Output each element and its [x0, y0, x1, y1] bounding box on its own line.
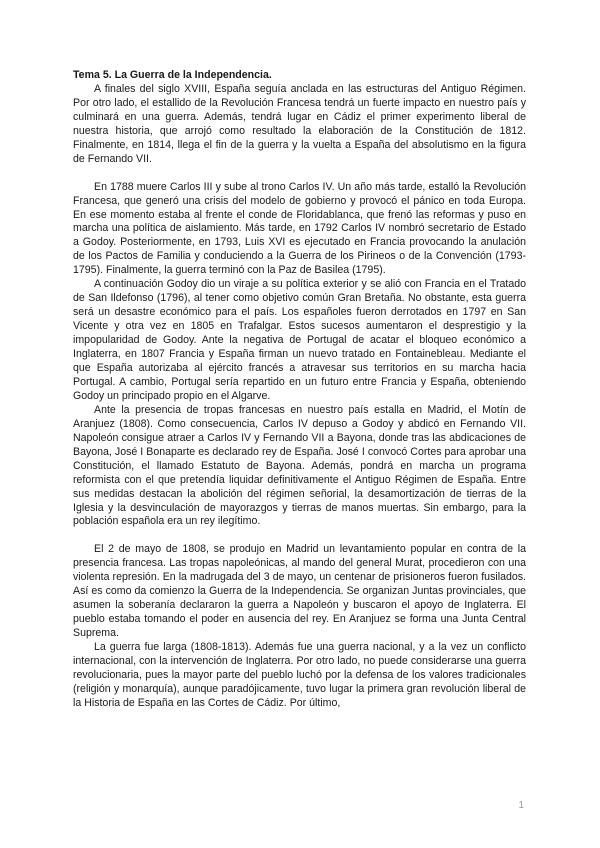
document-body: [73, 69, 526, 711]
paragraph-godoy: A continuación Godoy dio un viraje a su política exterior y se alió con Francia en el Tratado de San Ildefonso (1796), al tener como objetivo común Gran Bretaña. No obstante, esta guerra será un desastre económico para el país. Los españoles fueron derrotados en 1797 en San Vicente y otra vez en 1805 en Trafalgar. Estos sucesos aumentaron el desprestigio y la impopularidad de Godoy. Ante la negativa de Portugal de acatar el bloqueo económico a Inglaterra, en 1807 Francia y España firman un nuevo tratado en Fontainebleau. Mediante el que España autorizaba al ejército francés a atravesar sus territorios en su marcha hacia Portugal. A cambio, Portugal sería repartido en un futuro entre Francia y España, obteniendo Godoy un principado propio en el Algarve.: [73, 278, 526, 402]
document-title: Tema 5. La Guerra de la Independencia.: [73, 69, 272, 81]
paragraph-motin-aranjuez: Ante la presencia de tropas francesas en nuestro país estalla en Madrid, el Motín de Aranjuez (1808). Como consecuencia, Carlos IV depuso a Godoy y abdicó en Fernando VII. Napoleón consigue atraer a Carlos IV y Fernando VII a Bayona, donde tras las abdicaciones de Bayona, José I Bonaparte es declarado rey de España. José I convocó Cortes para aprobar una Constitución, el llamado Estatuto de Bayona. Además, pondrá en marcha un programa reformista con el que pretendía liquidar definitivamente el Antiguo Régimen de España. Entre sus medidas destacan la abolición del régimen señorial, la desamortización de tierras de la Iglesia y la desvinculación de mayorazgos y tierras de manos muertas. Sin embargo, para la población española era un rey ilegítimo.: [73, 403, 526, 528]
paragraph-guerra-larga: La guerra fue larga (1808-1813). Además fue una guerra nacional, y a la vez un conflicto internacional, con la intervención de Inglaterra. Por otro lado, no puede considerarse una guerra revolucionaria, pues la mayor parte del pueblo luchó por la defensa de los valores tradicionales (religión y monarquía), aunque paradójicamente, tuvo lugar la primera gran revolución liberal de la Historia de España en las Cortes de Cádiz. Por último,: [73, 641, 526, 709]
page-number: 1: [518, 800, 524, 811]
paragraph-intro: A finales del siglo XVIII, España seguía anclada en las estructuras del Antiguo Régimen. Por otro lado, el estallido de la Revolución Francesa tendrá un fuerte impacto en nuestro país y culminará en una guerra. Además, tendrá lugar en Cádiz el primer experimento liberal de nuestra historia, que arrojó como resultado la elaboración de la Constitución de 1812. Finalmente, en 1814, llega el fin de la guerra y la vuelta a España del absolutismo en la figura de Fernando VII.: [73, 82, 526, 165]
paragraph-2-de-mayo: El 2 de mayo de 1808, se produjo en Madrid un levantamiento popular en contra de la presencia francesa. Las tropas napoleónicas, al mando del general Murat, procedieron con una violenta represión. En la madrugada del 3 de mayo, un centenar de prisioneros fueron fusilados. Así es como da comienzo la Guerra de la Independencia. Se organizan Juntas provinciales, que asumen la soberanía declararon la guerra a Napoleón y buscaron el apoyo de Inglaterra. El pueblo estaba tomando el poder en ausencia del rey. En Aranjuez se forma una Junta Central Suprema.: [73, 543, 526, 640]
paragraph-carlos-iv: En 1788 muere Carlos III y sube al trono Carlos IV. Un año más tarde, estalló la Revolución Francesa, que generó una crisis del modelo de gobierno y provocó el pánico en toda Europa. En ese momento estaba al frente el conde de Floridablanca, que frenó las reformas y puso en marcha una política de aislamiento. Más tarde, en 1792 Carlos IV nombró secretario de Estado a Godoy. Posteriormente, en 1793, Luis XVI es ejecutado en Francia provocando la anulación de los Pactos de Familia y conduciendo a la Guerra de los Pirineos o de la Convención (1793-1795). Finalmente, la guerra terminó con la Paz de Basilea (1795).: [73, 180, 526, 277]
